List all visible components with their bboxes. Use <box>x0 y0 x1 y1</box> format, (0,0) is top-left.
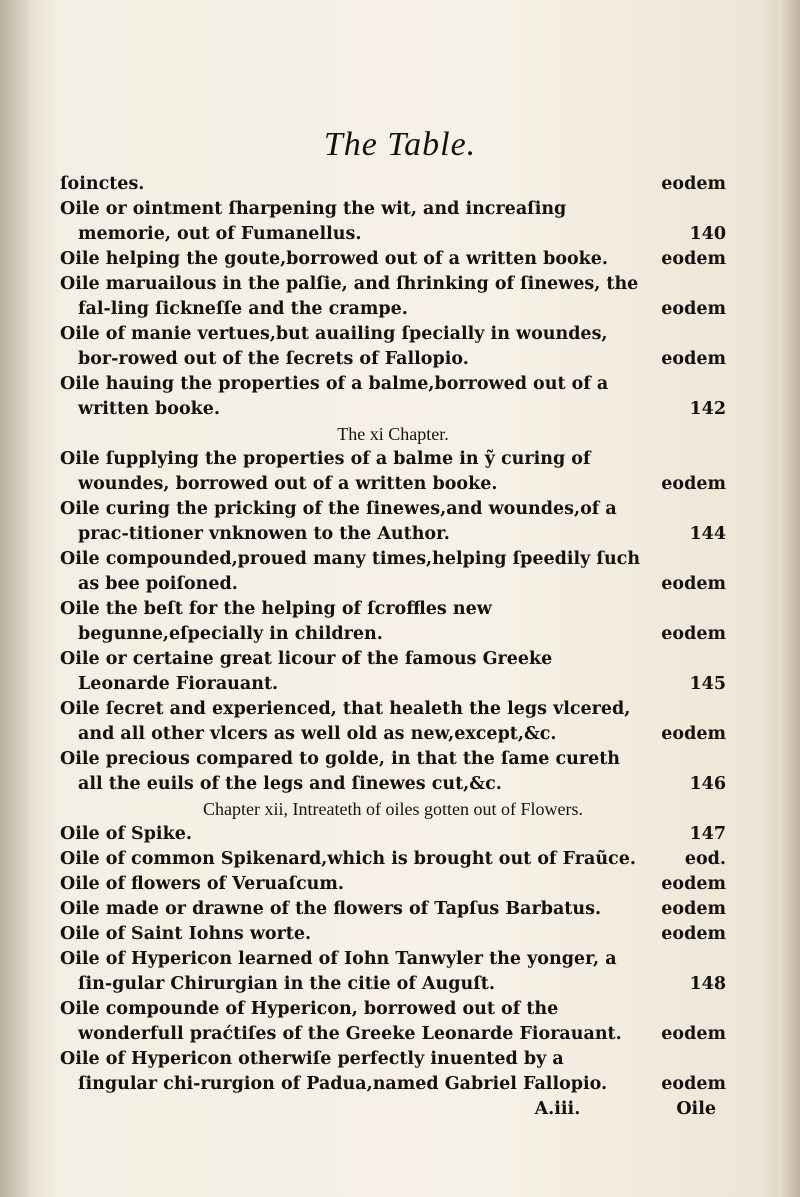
entry-text: Oile precious compared to golde, in that the ſame cureth all the euils of the legs and ſinewes cut,&c. <box>60 749 621 794</box>
page-footer <box>60 1097 726 1122</box>
list-item <box>60 947 726 997</box>
entry-text: Oile or ointment ſharpening the wit, and increaſing memorie, out of Fumanellus. <box>60 199 567 244</box>
page-edge <box>778 0 800 1197</box>
entry-text: Oile of flowers of Veruaſcum. <box>60 874 345 894</box>
page-ref: eodem <box>661 624 726 644</box>
list-item <box>60 272 726 322</box>
page-ref: eodem <box>661 474 726 494</box>
list-item <box>60 322 726 372</box>
list-item <box>60 747 726 797</box>
page-title: The Table. <box>323 126 477 163</box>
binding-gutter <box>0 0 30 1197</box>
entry-text: Oile curing the pricking of the ſinewes,and woundes,of a prac-titioner vnknowen to the Author. <box>60 499 617 544</box>
chapter-heading: The xi Chapter. <box>337 424 449 444</box>
signature-mark: A.iii. <box>534 1099 581 1119</box>
chapter-heading: Chapter xii, Intreateth of oiles gotten out of Flowers. <box>203 799 583 819</box>
page-ref: 144 <box>689 524 726 544</box>
page-ref: 147 <box>689 824 726 844</box>
page-ref: eod. <box>684 849 726 869</box>
entry-text: Oile of common Spikenard,which is brought out of Fraũce. <box>60 849 636 869</box>
page-ref: 142 <box>689 399 726 419</box>
page-ref: eodem <box>661 1074 726 1094</box>
entry-text: Oile or certaine great licour of the famous Greeke Leonarde Fiorauant. <box>60 649 553 694</box>
list-item <box>60 1047 726 1097</box>
entry-text: Oile compounde of Hypericon, borrowed out of the wonderfull praćtiſes of the Greeke Leonarde Fiorauant. <box>60 999 622 1044</box>
entry-text: Oile ſupplying the properties of a balme in ỹ curing of woundes, borrowed out of a written booke. <box>60 449 591 494</box>
entry-text: Oile of Hypericon learned of Iohn Tanwyler the yonger, a ſin-gular Chirurgian in the citie of Auguſt. <box>60 949 617 994</box>
list-item <box>60 847 726 872</box>
list-item <box>60 447 726 497</box>
entry-text: Oile helping the goute,borrowed out of a written booke. <box>60 249 609 269</box>
page-ref: eodem <box>661 349 726 369</box>
list-item <box>60 547 726 597</box>
list-item <box>60 372 726 422</box>
entry-text: Oile ſecret and experienced, that healeth the legs vlcered, and all other vlcers as well old as new,except,&c. <box>60 699 631 744</box>
entry-text: Oile of Hypericon otherwiſe perfectly inuented by a ſingular chi-rurgion of Padua,named Gabriel Fallopio. <box>60 1049 608 1094</box>
page-ref: eodem <box>661 1024 726 1044</box>
list-item <box>60 497 726 547</box>
page-ref: 146 <box>689 774 726 794</box>
page-ref: eodem <box>661 574 726 594</box>
entry-text: Oile of Saint Iohns worte. <box>60 924 312 944</box>
entry-text: ſoinctes. <box>60 174 145 194</box>
page-ref: eodem <box>661 874 726 894</box>
entry-text: Oile of Spike. <box>60 824 192 844</box>
page-ref: 140 <box>689 224 726 244</box>
list-item <box>60 197 726 247</box>
entry-text: Oile the beſt for the helping of ſcroffles new begunne,eſpecially in children. <box>60 599 492 644</box>
list-item <box>60 872 726 897</box>
entry-text: Oile hauing the properties of a balme,borrowed out of a written booke. <box>60 374 609 419</box>
page-ref: eodem <box>661 249 726 269</box>
entry-text: Oile made or drawne of the flowers of Tapſus Barbatus. <box>60 899 602 919</box>
page-ref: eodem <box>661 924 726 944</box>
page-ref: 148 <box>689 974 726 994</box>
catchword: Oile <box>676 1099 716 1119</box>
list-item <box>60 172 726 197</box>
list-item <box>60 822 726 847</box>
list-item <box>60 597 726 647</box>
entry-text: Oile maruailous in the palſie, and ſhrinking of ſinewes, the fal-ling ſickneſſe and the crampe. <box>60 274 639 319</box>
page-ref: 145 <box>689 674 726 694</box>
table-body <box>60 172 726 1122</box>
entry-text: Oile compounded,proued many times,helping ſpeedily ſuch as bee poiſoned. <box>60 549 641 594</box>
page-ref: eodem <box>661 174 726 194</box>
page-ref: eodem <box>661 724 726 744</box>
page-ref: eodem <box>661 899 726 919</box>
list-item <box>60 697 726 747</box>
page-ref: eodem <box>661 299 726 319</box>
list-item <box>60 922 726 947</box>
list-item <box>60 647 726 697</box>
list-item <box>60 897 726 922</box>
entry-text: Oile of manie vertues,but auailing ſpecially in woundes, bor-rowed out of the ſecrets of Fallopio. <box>60 324 608 369</box>
list-item <box>60 247 726 272</box>
list-item <box>60 997 726 1047</box>
